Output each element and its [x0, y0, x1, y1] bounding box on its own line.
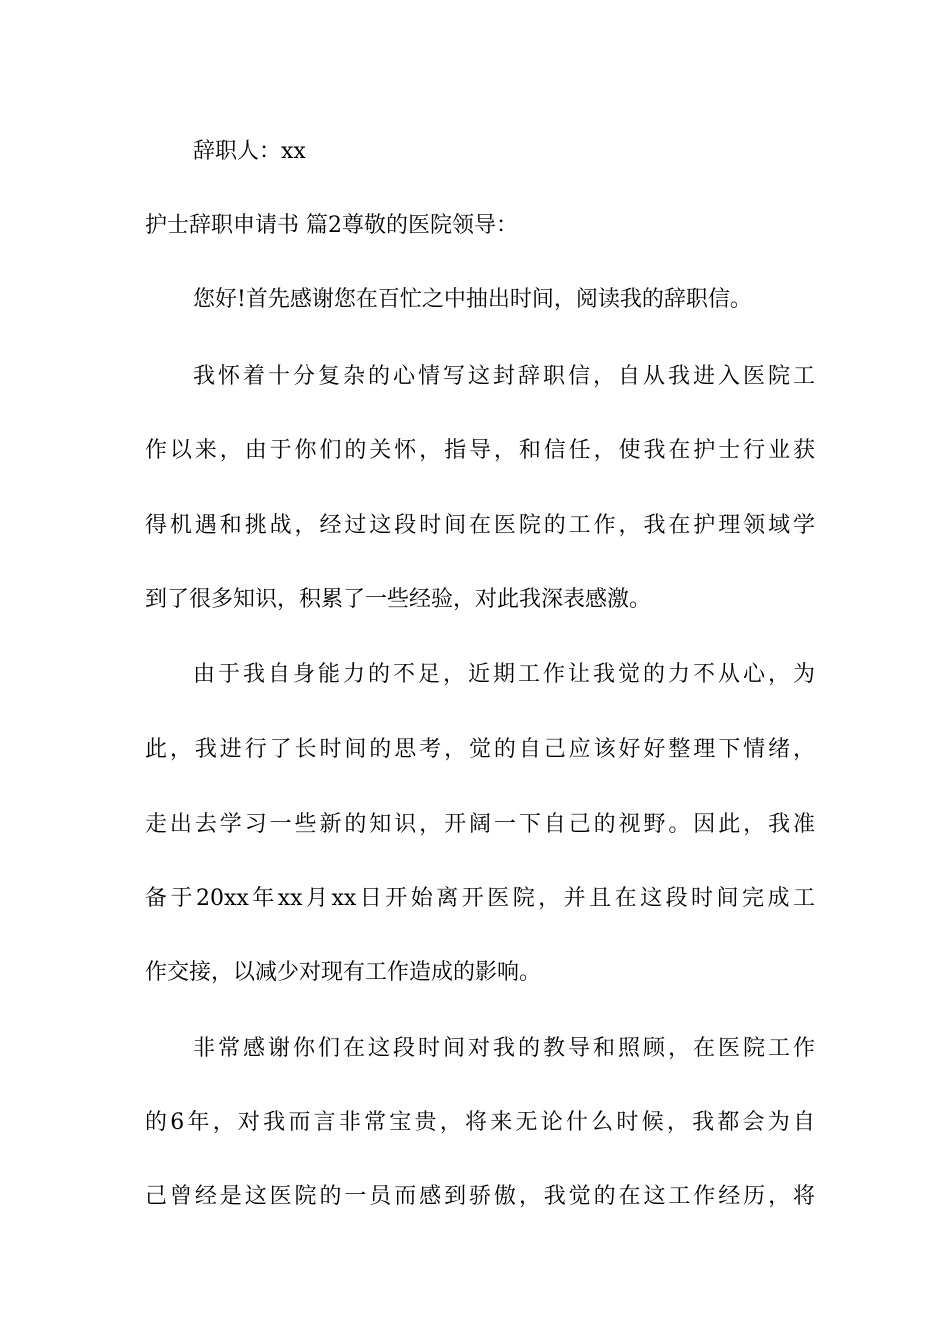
paragraph-line: 非常感谢你们在这段时间对我的教导和照顾，在医院工作	[193, 1036, 815, 1061]
paragraph-line: 您好!首先感谢您在百忙之中抽出时间，阅读我的辞职信。	[193, 287, 752, 312]
paragraph-line: 走出去学习一些新的知识，开阔一下自己的视野。因此，我准	[145, 812, 815, 837]
paragraph-line: 此，我进行了长时间的思考，觉的自己应该好好整理下情绪，	[145, 737, 815, 762]
paragraph-line: 得机遇和挑战，经过这段时间在医院的工作，我在护理领域学	[145, 513, 815, 538]
paragraph-line: 的6年，对我而言非常宝贵，将来无论什么时候，我都会为自	[145, 1110, 815, 1135]
letter-heading: 护士辞职申请书 篇2尊敬的医院领导：	[145, 213, 518, 238]
signature-line: 辞职人：xx	[193, 139, 306, 164]
paragraph-line: 作以来，由于你们的关怀，指导，和信任，使我在护士行业获	[145, 438, 815, 463]
paragraph-line: 由于我自身能力的不足，近期工作让我觉的力不从心，为	[193, 662, 815, 687]
paragraph-line: 己曾经是这医院的一员而感到骄傲，我觉的在这工作经历，将	[145, 1184, 815, 1209]
paragraph-line: 我怀着十分复杂的心情写这封辞职信，自从我进入医院工	[193, 364, 815, 389]
paragraph-line: 到了很多知识，积累了一些经验，对此我深表感激。	[145, 587, 652, 612]
paragraph-line: 备于20xx年xx月xx日开始离开医院，并且在这段时间完成工	[145, 886, 815, 911]
paragraph-line: 作交接，以减少对现有工作造成的影响。	[145, 960, 542, 985]
